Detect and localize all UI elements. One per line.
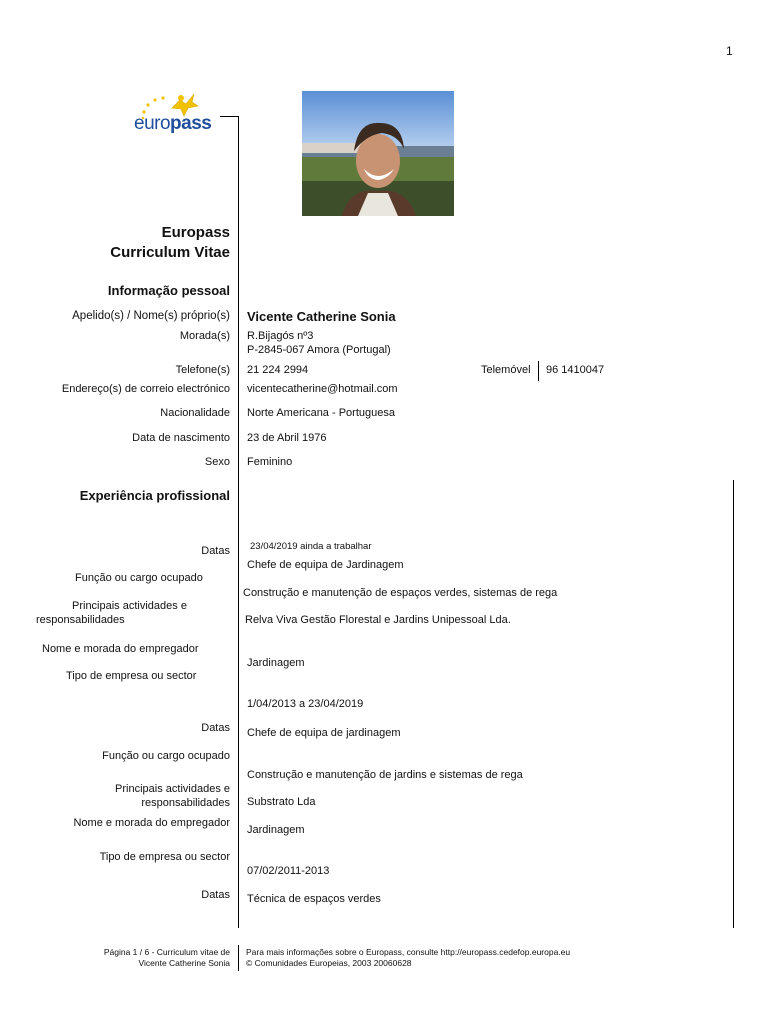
cv-title-line2: Curriculum Vitae bbox=[110, 244, 230, 261]
job2-activities: Construção e manutenção de jardins e sistemas de rega bbox=[247, 769, 523, 781]
job1-role: Chefe de equipa de Jardinagem bbox=[247, 559, 404, 571]
job2-role: Chefe de equipa de jardinagem bbox=[247, 727, 401, 739]
job2-employer-label: Nome e morada do empregador bbox=[73, 817, 230, 829]
email-value[interactable]: vicentecatherine@hotmail.com bbox=[247, 383, 398, 395]
right-border bbox=[733, 480, 734, 928]
job1-sector-label: Tipo de empresa ou sector bbox=[66, 670, 197, 682]
experience-heading: Experiência profissional bbox=[79, 488, 230, 503]
footer-right-line2: © Comunidades Europeias, 2003 20060628 bbox=[246, 958, 412, 968]
job1-employer-label: Nome e morada do empregador bbox=[42, 643, 199, 655]
nationality-value: Norte Americana - Portuguesa bbox=[247, 407, 395, 419]
footer-left-line1: Página 1 / 6 - Curriculum vitae de bbox=[103, 947, 230, 957]
job2-employer: Substrato Lda bbox=[247, 796, 316, 808]
job2-sector-label: Tipo de empresa ou sector bbox=[99, 851, 230, 863]
job2-role-label: Função ou cargo ocupado bbox=[102, 750, 230, 762]
job2-dates: 1/04/2013 a 23/04/2019 bbox=[247, 698, 364, 710]
sex-label: Sexo bbox=[204, 456, 230, 468]
address-label: Morada(s) bbox=[179, 330, 230, 342]
job2-activities-label-l2: responsabilidades bbox=[141, 797, 230, 809]
name-label: Apelido(s) / Nome(s) próprio(s) bbox=[72, 310, 230, 322]
job2-dates-label: Datas bbox=[201, 722, 230, 734]
job1-activities-label-l1: Principais actividades e bbox=[72, 600, 187, 612]
mobile-value: 96 1410047 bbox=[546, 364, 605, 376]
page-number: 1 bbox=[726, 44, 733, 58]
footer-left-line2: Vicente Catherine Sonia bbox=[138, 958, 230, 968]
phone-value: 21 224 2994 bbox=[247, 364, 309, 376]
column-divider bbox=[238, 116, 239, 928]
footer-divider bbox=[238, 945, 239, 971]
job3-dates-label: Datas bbox=[201, 889, 230, 901]
job1-activities-label-l2: responsabilidades bbox=[36, 614, 125, 626]
logo-pass-text: pass bbox=[170, 113, 212, 134]
sex-value: Feminino bbox=[247, 456, 293, 468]
birthdate-label: Data de nascimento bbox=[132, 432, 230, 444]
job3-role: Técnica de espaços verdes bbox=[247, 893, 381, 905]
mobile-label: Telemóvel bbox=[481, 364, 531, 376]
logo-euro-text: euro bbox=[134, 113, 171, 134]
logo-divider bbox=[220, 116, 239, 117]
job3-dates: 07/02/2011-2013 bbox=[247, 865, 330, 877]
job1-role-label: Função ou cargo ocupado bbox=[75, 572, 203, 584]
mobile-divider bbox=[538, 361, 539, 381]
job1-dates: 23/04/2019 ainda a trabalhar bbox=[250, 541, 372, 552]
job2-activities-label-l1: Principais actividades e bbox=[115, 783, 230, 795]
job1-employer: Relva Viva Gestão Florestal e Jardins Unipessoal Lda. bbox=[245, 614, 511, 626]
cv-title-line1: Europass bbox=[161, 224, 230, 241]
job1-sector: Jardinagem bbox=[247, 657, 305, 669]
footer-right-line1[interactable]: Para mais informações sobre o Europass, consulte http://europass.cedefop.europa.eu bbox=[246, 947, 571, 957]
job1-activities: Construção e manutenção de espaços verdes, sistemas de rega bbox=[243, 587, 558, 599]
full-name: Vicente Catherine Sonia bbox=[247, 309, 396, 324]
address-line1: R.Bijagós nº3 bbox=[247, 330, 314, 342]
job1-dates-label: Datas bbox=[201, 545, 230, 557]
profile-photo bbox=[302, 91, 454, 216]
job2-sector: Jardinagem bbox=[247, 824, 305, 836]
address-line2: P-2845-067 Amora (Portugal) bbox=[247, 344, 391, 356]
birthdate-value: 23 de Abril 1976 bbox=[247, 432, 327, 444]
email-label: Endereço(s) de correio electrónico bbox=[61, 383, 230, 395]
personal-info-heading: Informação pessoal bbox=[107, 283, 230, 298]
europass-logo bbox=[134, 90, 224, 138]
nationality-label: Nacionalidade bbox=[160, 407, 230, 419]
phone-label: Telefone(s) bbox=[175, 364, 230, 376]
